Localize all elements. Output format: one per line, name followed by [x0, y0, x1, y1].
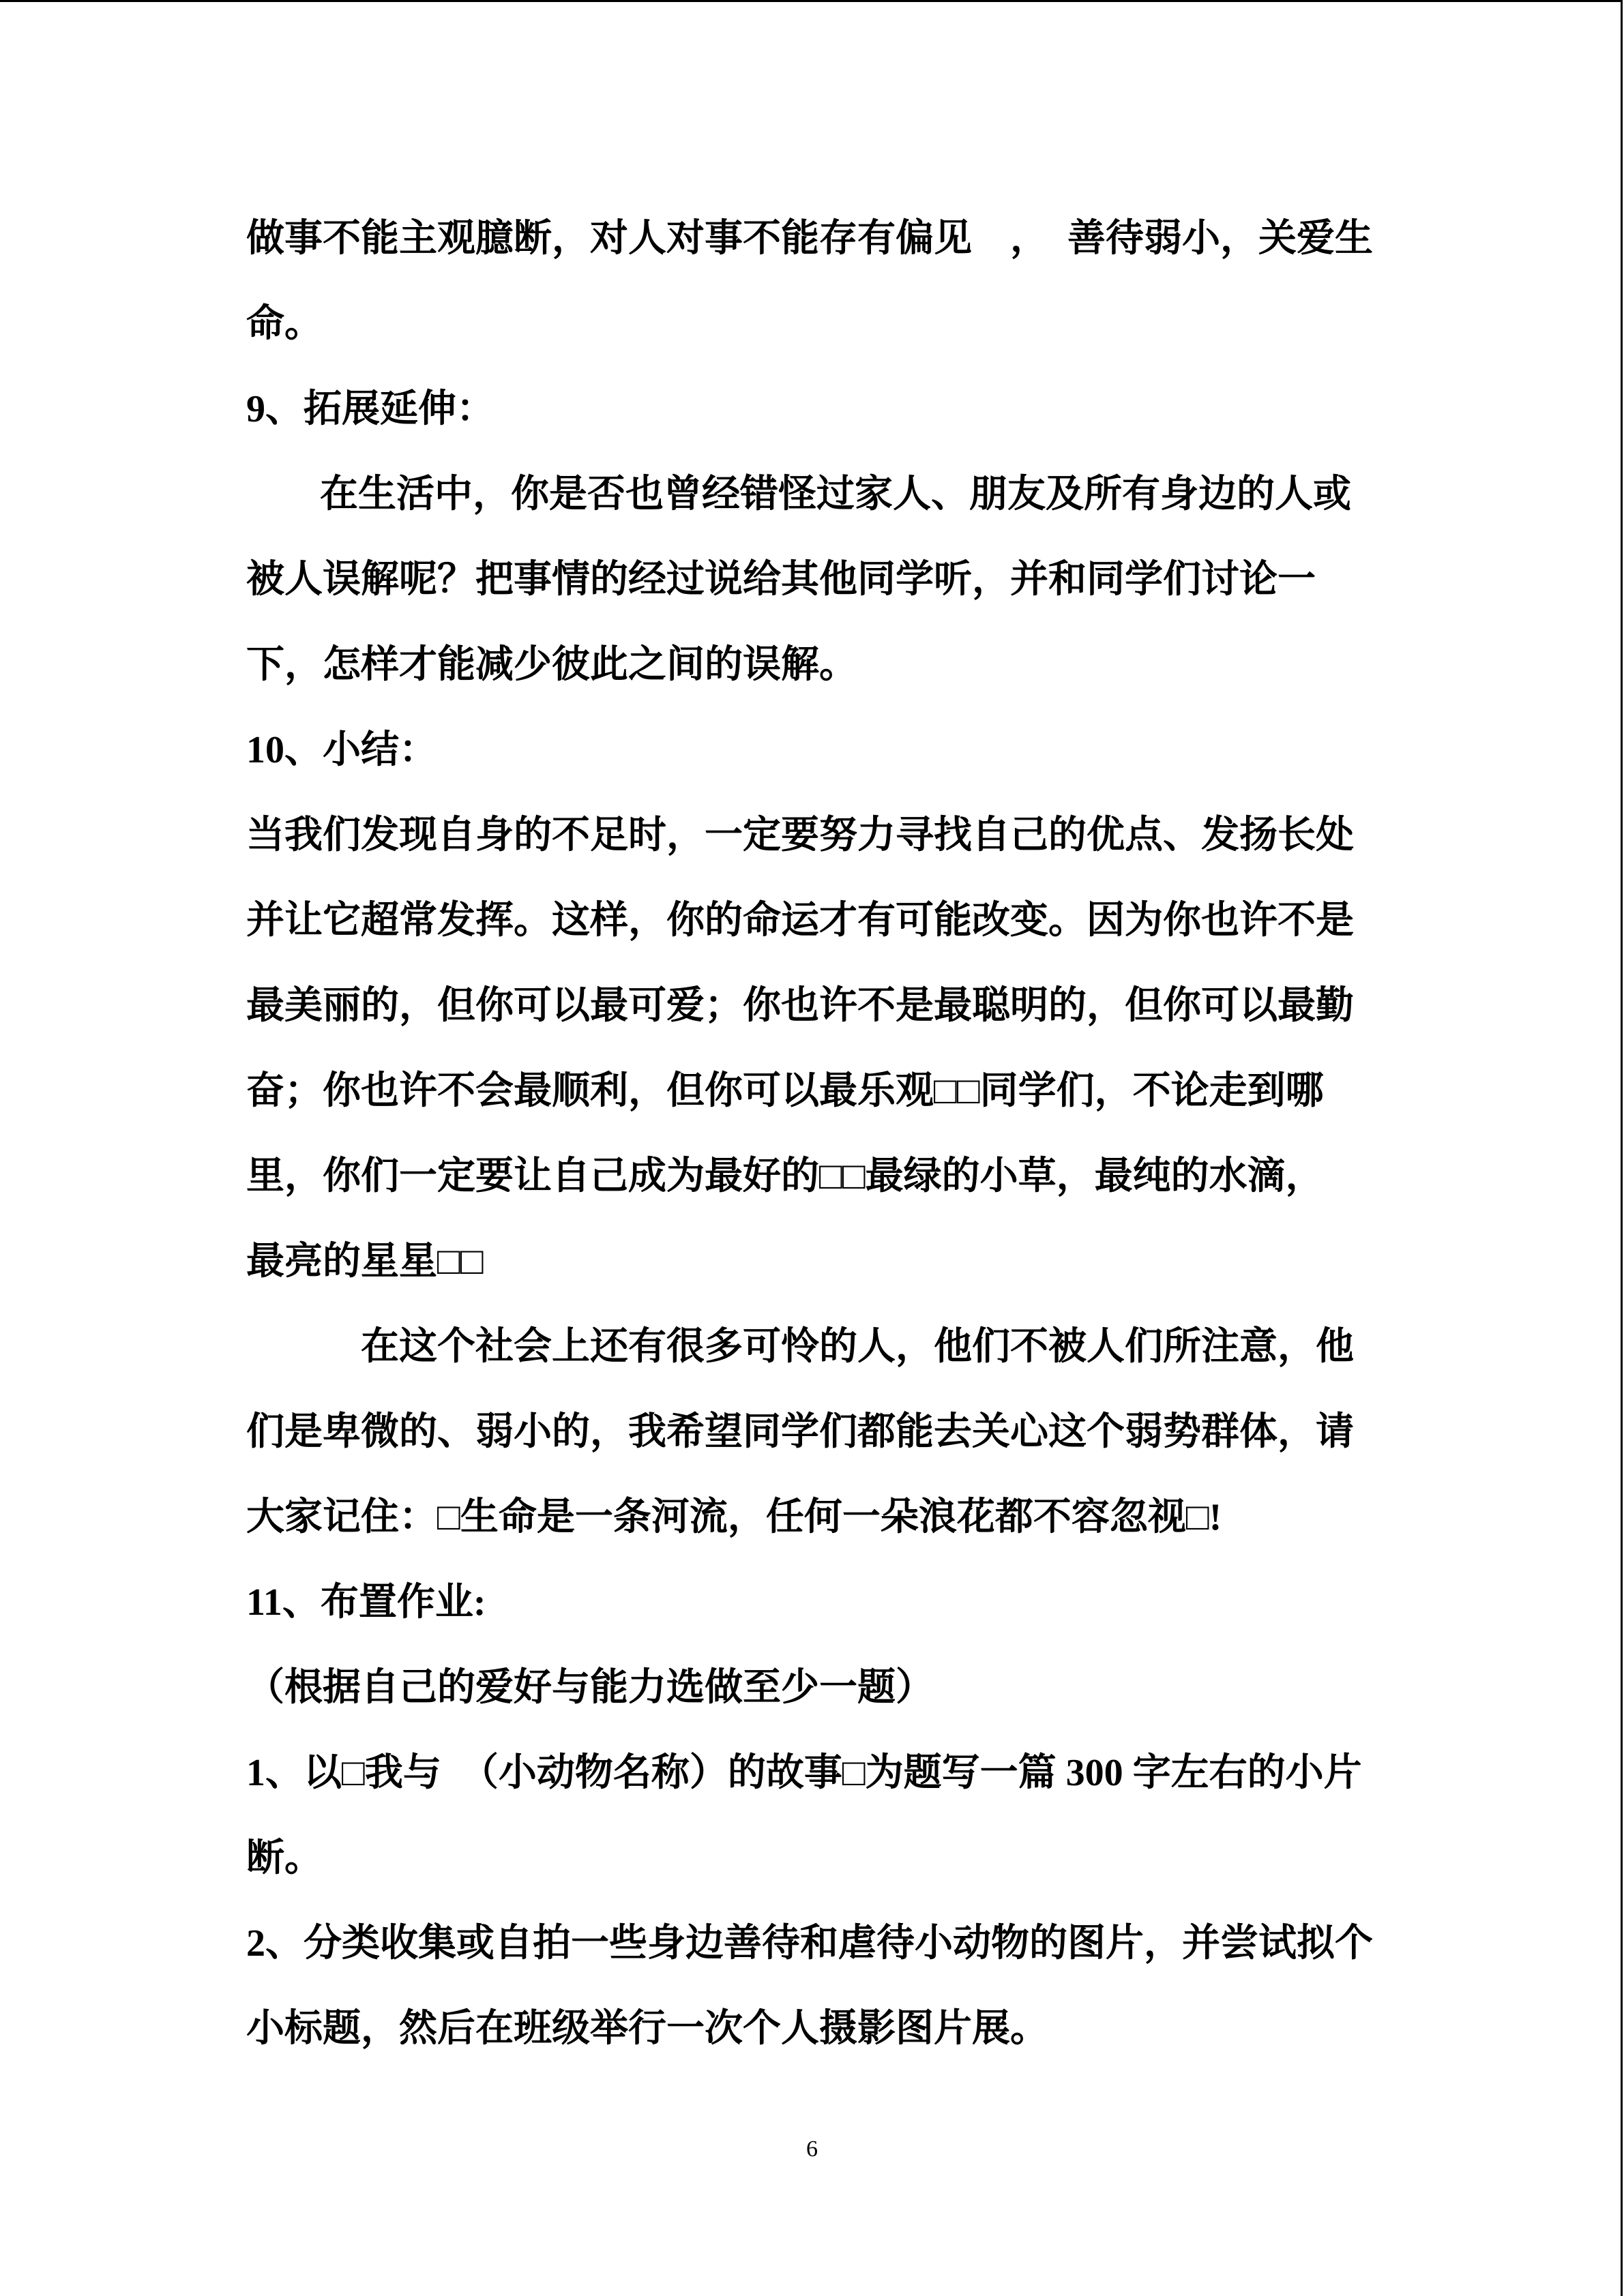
assignment-item: 2、分类收集或自拍一些身边善待和虐待小动物的图片，并尝试拟个	[246, 1922, 1373, 1965]
section-heading: 11、布置作业:	[246, 1581, 486, 1624]
text-line: 断。	[246, 1837, 323, 1879]
text-line: 命。	[246, 303, 323, 345]
section-heading: 9、拓展延伸：	[246, 388, 494, 430]
assignment-item: 1、以□我与 （小动物名称）的故事□为题写一篇 300 字左右的小片	[246, 1752, 1362, 1794]
document-body	[246, 196, 1419, 2072]
text-line: 小标题，然后在班级举行一次个人摄影图片展。	[246, 2008, 1048, 2050]
text-line: 最亮的星星□□	[246, 1240, 484, 1283]
text-line: 做事不能主观臆断，对人对事不能存有偏见 ， 善待弱小，关爱生	[246, 218, 1373, 260]
text-line: 们是卑微的、弱小的，我希望同学们都能去关心这个弱势群体，请	[246, 1411, 1354, 1453]
text-line: 被人误解呢？把事情的经过说给其他同学听，并和同学们讨论一	[246, 558, 1316, 601]
text-line: 最美丽的，但你可以最可爱；你也许不是最聪明的，但你可以最勤	[246, 985, 1354, 1027]
text-line: 并让它超常发挥。这样，你的命运才有可能改变。因为你也许不是	[246, 899, 1354, 942]
text-line: 里，你们一定要让自己成为最好的□□最绿的小草，最纯的水滴，	[246, 1155, 1324, 1197]
section-heading: 10、小结：	[246, 729, 437, 771]
text-line: 下，怎样才能减少彼此之间的误解。	[246, 644, 857, 686]
page-number: 6	[806, 2136, 818, 2162]
text-line: 大家记住：□生命是一条河流，任何一朵浪花都不容忽视□!	[246, 1496, 1222, 1538]
assignment-note: （根据自己的爱好与能力选做至少一题）	[246, 1667, 934, 1709]
text-line: 奋；你也许不会最顺利，但你可以最乐观□□同学们，不论走到哪	[246, 1070, 1324, 1112]
text-line: 在生活中，你是否也曾经错怪过家人、朋友及所有身边的人或	[320, 473, 1351, 516]
text-line: 当我们发现自身的不足时，一定要努力寻找自己的优点、发扬长处	[246, 814, 1354, 856]
text-line: 在这个社会上还有很多可怜的人，他们不被人们所注意，他	[361, 1326, 1354, 1368]
